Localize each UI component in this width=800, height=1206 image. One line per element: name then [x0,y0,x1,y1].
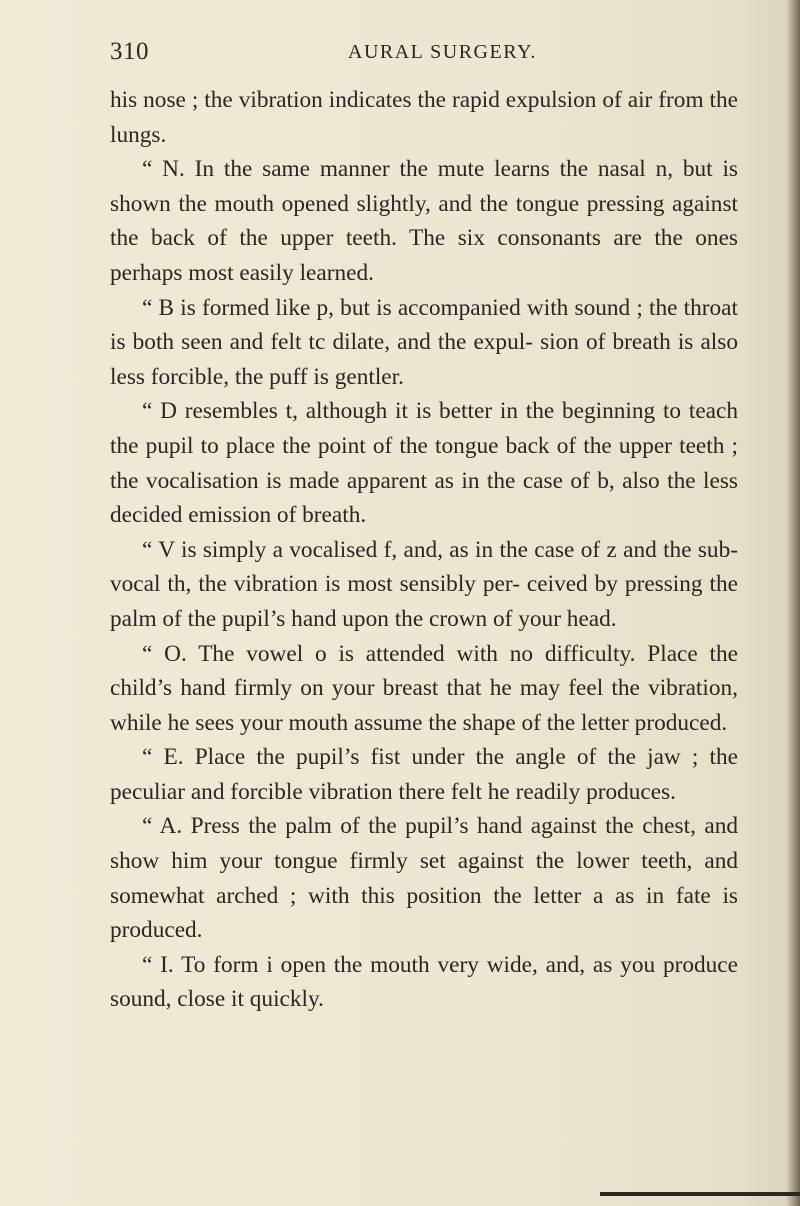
page-edge-shadow [786,0,800,1206]
bottom-rule [600,1192,800,1196]
paragraph-v: “ V is simply a vocalised f, and, as in the case of z and the sub-vocal th, the vibration is most sensibly per- ceived by pressing the palm of the pupil’s hand upon the crown of your head. [110,536,738,632]
page-header [110,38,730,68]
paragraph-d: “ D resembles t, although it is better in the beginning to teach the pupil to place the point of the tongue back of the upper teeth ; the vocalisation is made apparent as in the case of b, also the less decided emission of breath. [110,398,738,529]
page-number: 310 [110,38,149,65]
running-head: AURAL SURGERY. [348,41,537,63]
paragraph-n: “ N. In the same manner the mute learns the nasal n, but is shown the mouth opened slightly, and the tongue pressing against the back of the upper teeth. The six consonants are the ones perhaps most easily learned. [110,156,738,286]
paragraph-a: “ A. Press the palm of the pupil’s hand against the chest, and show him your tongue firmly set against the lower teeth, and somewhat arched ; with this position the letter a as in fate is produced. [110,813,738,944]
paragraph-e: “ E. Place the pupil’s fist under the angle of the jaw ; the peculiar and forcible vibration there felt he readily produces. [110,744,738,805]
paragraph-i: “ I. To form i open the mouth very wide, and, as you produce sound, close it quickly. [110,951,738,1013]
paragraph-b: “ B is formed like p, but is accompanied with sound ; the throat is both seen and felt tc dilate, and the expul- sion of breath is also less forcible, the puff is gentler. [110,294,738,390]
paragraph-continuation: his nose ; the vibration indicates the rapid expulsion of air from the lungs. [110,87,738,148]
paragraph-o: “ O. The vowel o is attended with no difficulty. Place the child’s hand firmly on your breast that he may feel the vibration, while he sees your mouth assume the shape of the letter produced. [110,640,738,736]
body-text [110,83,738,1017]
